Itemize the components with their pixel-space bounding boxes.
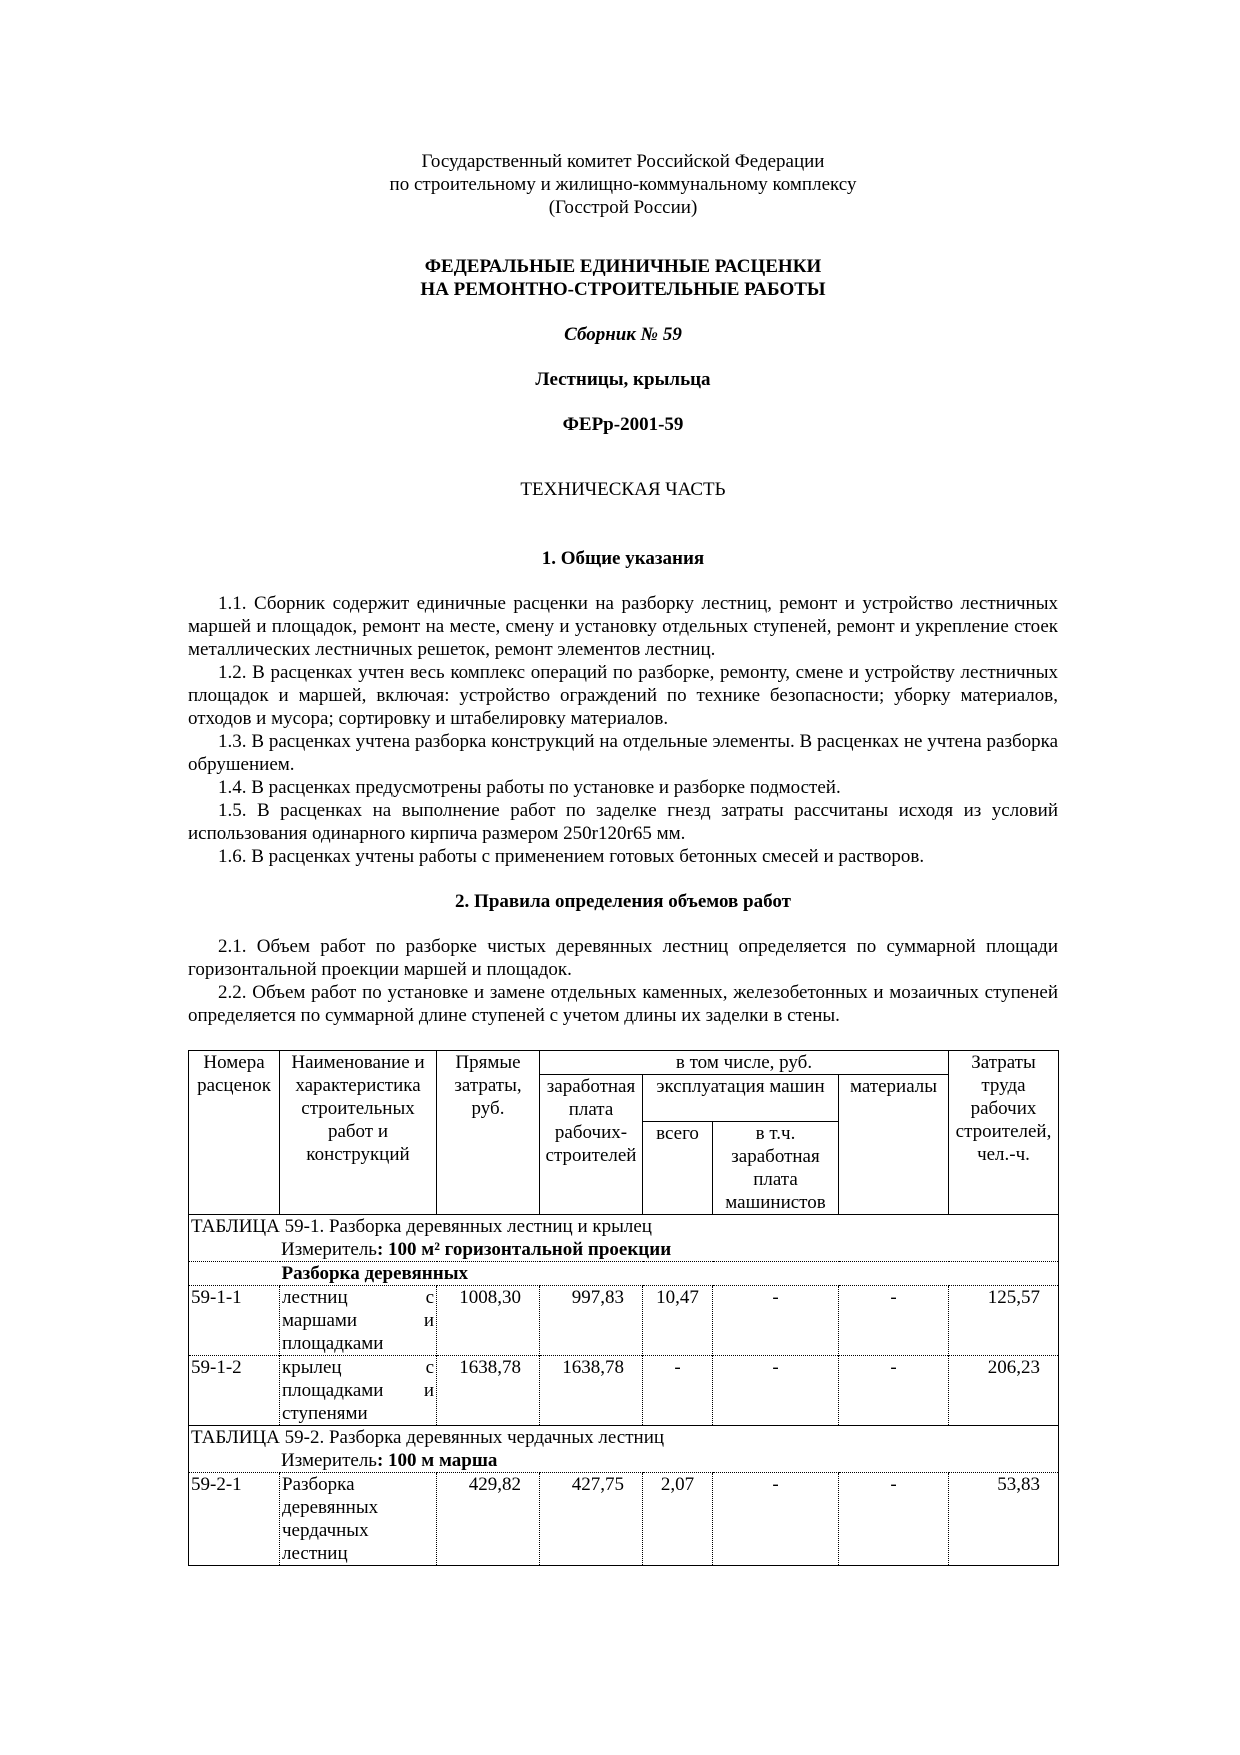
header-including: в том числе, руб.	[540, 1051, 949, 1075]
labor-costs: 53,83	[949, 1473, 1059, 1566]
table-59-2-title: ТАБЛИЦА 59-2. Разборка деревянных чердачных лестниц	[189, 1426, 1059, 1450]
table-row	[189, 1473, 1059, 1566]
tech-part-heading: ТЕХНИЧЕСКАЯ ЧАСТЬ	[520, 479, 726, 500]
paragraph-1-1: 1.1. Сборник содержит единичные расценки на разборку лестниц, ремонт и устройство лестничных маршей и площадок, ремонт на месте, смену и установку отдельных ступеней, ремонт и укрепление стоек металлических лестничных решеток, ремонт элементов лестниц.	[188, 593, 1058, 660]
labor-costs: 125,57	[949, 1286, 1059, 1356]
materials: -	[839, 1286, 949, 1356]
org-line-3: (Госстрой России)	[548, 197, 698, 218]
machines-wages: -	[713, 1286, 839, 1356]
header-work-name: Наименование и характеристика строительных работ и конструкций	[280, 1051, 437, 1215]
measure-label: Измеритель	[281, 1239, 377, 1260]
materials: -	[839, 1356, 949, 1426]
collection-subject: Лестницы, крыльца	[535, 369, 711, 390]
document-title	[188, 255, 1058, 301]
wages: 997,83	[540, 1286, 643, 1356]
rate-name: Разборка деревянных чердачных лестниц	[280, 1473, 437, 1566]
rate-name: лестниц с маршами и площадками	[280, 1286, 437, 1356]
machines-wages: -	[713, 1356, 839, 1426]
table-59-1-group: Разборка деревянных	[280, 1262, 1059, 1286]
machines-total: -	[643, 1356, 713, 1426]
org-header	[188, 150, 1058, 219]
paragraph-1-6: 1.6. В расценках учтены работы с применением готовых бетонных смесей и растворов.	[218, 846, 925, 867]
header-labor-costs: Затраты труда рабочих строителей, чел.-ч.	[949, 1051, 1059, 1215]
table-row	[189, 1286, 1059, 1356]
section-1-heading: 1. Общие указания	[541, 548, 705, 569]
section-2-heading: 2. Правила определения объемов работ	[455, 891, 791, 912]
direct-costs: 1008,30	[437, 1286, 540, 1356]
direct-costs: 1638,78	[437, 1356, 540, 1426]
header-wages: заработная плата рабочих-строителей	[540, 1075, 643, 1215]
table-59-1-measure	[189, 1238, 1059, 1262]
title-line-1: ФЕДЕРАЛЬНЫЕ ЕДИНИЧНЫЕ РАСЦЕНКИ	[424, 256, 822, 277]
rates-table	[188, 1050, 1059, 1566]
measure-label: Измеритель	[281, 1450, 377, 1471]
header-direct-costs: Прямые затраты, руб.	[437, 1051, 540, 1215]
org-line-2: по строительному и жилищно-коммунальному комплексу	[389, 174, 857, 195]
rate-code: 59-1-2	[189, 1356, 280, 1426]
table-59-1-title: ТАБЛИЦА 59-1. Разборка деревянных лестниц и крылец	[189, 1215, 1059, 1239]
paragraph-2-2: 2.2. Объем работ по установке и замене отдельных каменных, железобетонных и мозаичных ступеней определяется по суммарной длине ступеней с учетом длины их заделки в стены.	[188, 982, 1058, 1026]
collection-code: ФЕРр-2001-59	[562, 414, 684, 435]
header-machines-wages: в т.ч. заработная плата машинистов	[713, 1122, 839, 1215]
measure-value: : 100 м марша	[376, 1450, 498, 1471]
paragraph-2-1: 2.1. Объем работ по разборке чистых деревянных лестниц определяется по суммарной площади горизонтальной проекции маршей и площадок.	[188, 936, 1058, 980]
machines-total: 2,07	[643, 1473, 713, 1566]
direct-costs: 429,82	[437, 1473, 540, 1566]
paragraph-1-3: 1.3. В расценках учтена разборка конструкций на отдельные элементы. В расценках не учтена разборка обрушением.	[188, 731, 1058, 775]
paragraph-1-4: 1.4. В расценках предусмотрены работы по установке и разборке подмостей.	[218, 777, 841, 798]
rate-name: крылец с площадками и ступенями	[280, 1356, 437, 1426]
document-page	[188, 150, 1058, 1566]
header-rate-number: Номера расценок	[189, 1051, 280, 1215]
rate-code: 59-2-1	[189, 1473, 280, 1566]
labor-costs: 206,23	[949, 1356, 1059, 1426]
paragraph-1-5: 1.5. В расценках на выполнение работ по заделке гнезд затраты рассчитаны исходя из условий использования одинарного кирпича размером 250r120r65 мм.	[188, 800, 1058, 844]
machines-wages: -	[713, 1473, 839, 1566]
measure-value: : 100 м² горизонтальной проекции	[376, 1239, 672, 1260]
machines-total: 10,47	[643, 1286, 713, 1356]
rate-code: 59-1-1	[189, 1286, 280, 1356]
header-machines-total: всего	[643, 1122, 713, 1215]
collection-number: Сборник № 59	[564, 324, 682, 345]
table-59-2-measure	[189, 1449, 1059, 1473]
wages: 1638,78	[540, 1356, 643, 1426]
title-line-2: НА РЕМОНТНО-СТРОИТЕЛЬНЫЕ РАБОТЫ	[420, 279, 826, 300]
paragraph-1-2: 1.2. В расценках учтен весь комплекс операций по разборке, ремонту, смене и устройству лестничных площадок и маршей, включая: устройство ограждений по технике безопасности; уборку материалов, отходов и мусора; сортировку и штабелировку материалов.	[188, 662, 1058, 729]
table-row	[189, 1356, 1059, 1426]
header-machines: эксплуатация машин	[643, 1075, 839, 1122]
org-line-1: Государственный комитет Российской Федерации	[421, 151, 825, 172]
wages: 427,75	[540, 1473, 643, 1566]
header-materials: материалы	[839, 1075, 949, 1215]
materials: -	[839, 1473, 949, 1566]
